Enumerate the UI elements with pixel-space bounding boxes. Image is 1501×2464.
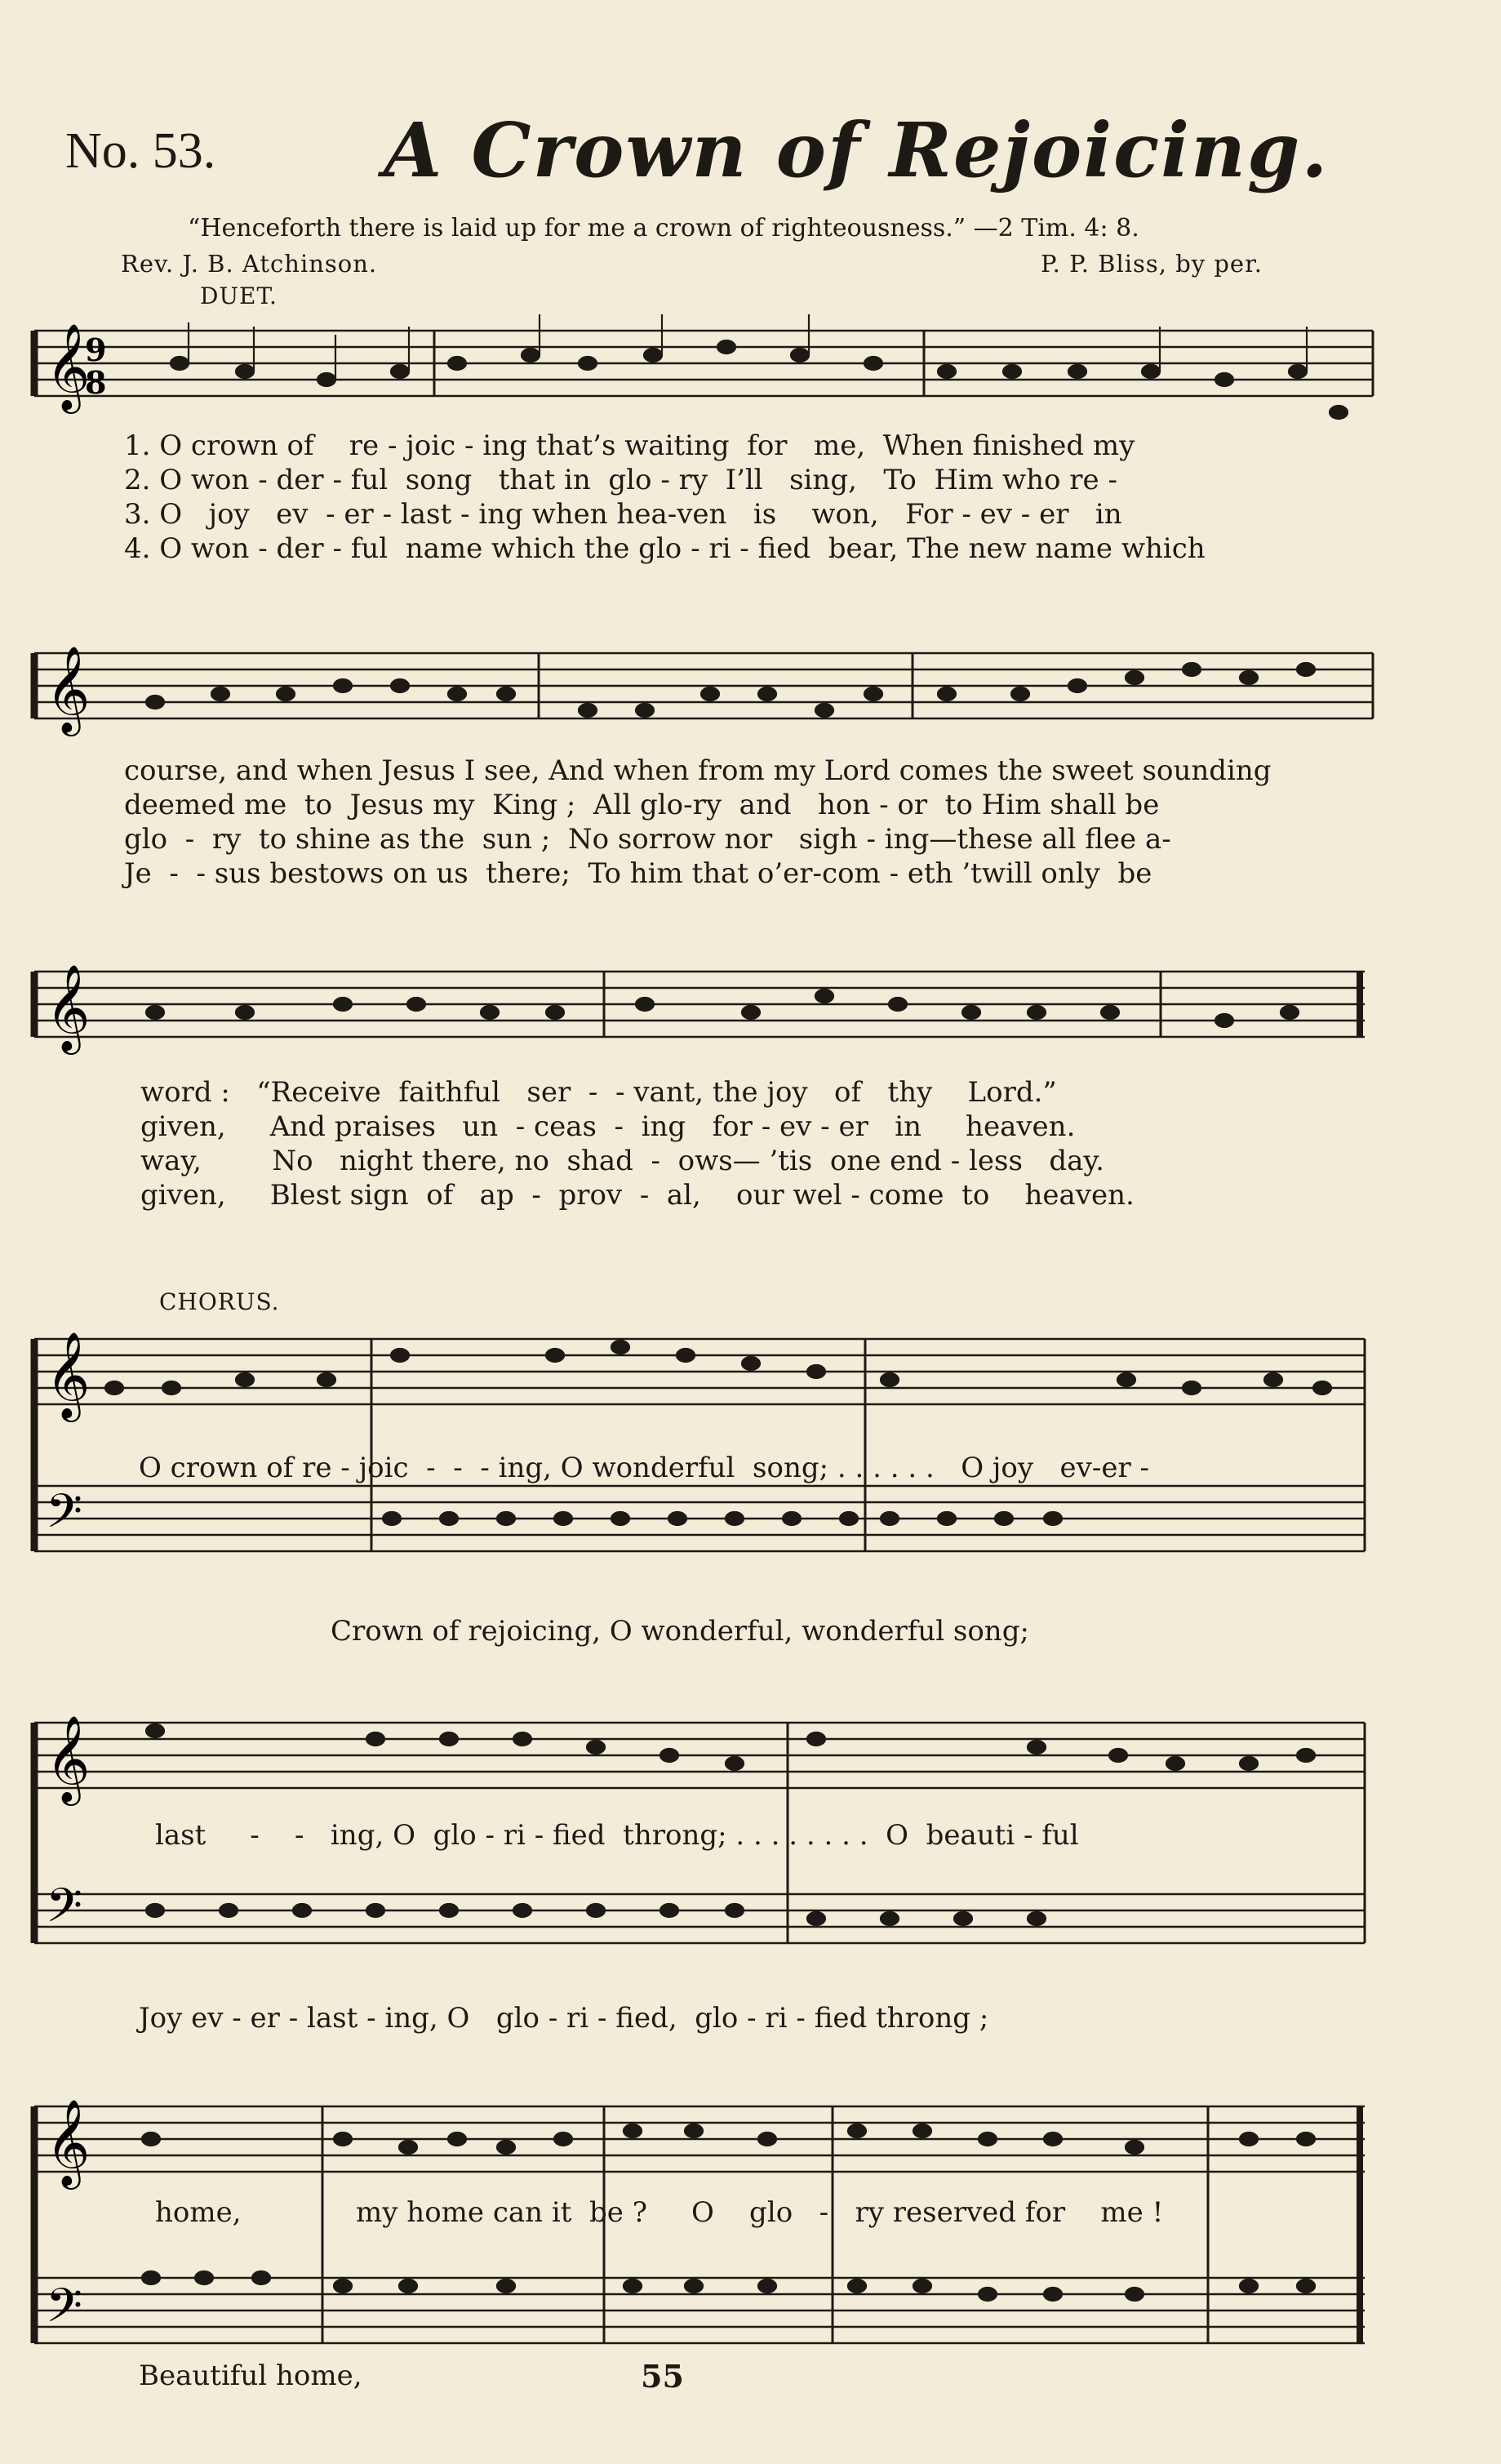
verse-3-line: 3. O joy ev - er - last - ing when hea-ven is won, For - ev - er in xyxy=(124,498,1122,531)
treble-clef-icon: 𝄞 xyxy=(46,322,91,410)
bass-clef-icon: 𝄢 xyxy=(46,1483,83,1550)
hymn-number: No. 53. xyxy=(65,123,216,179)
treble-clef-icon: 𝄞 xyxy=(46,963,91,1051)
chorus-system-2 xyxy=(0,1682,1501,1951)
staff-system-1 xyxy=(0,314,1501,429)
page-number: 55 xyxy=(641,2358,684,2395)
verse-3-line: glo - ry to shine as the sun ; No sorrow nor sigh - ing—these all flee a- xyxy=(124,823,1171,856)
chorus-bass-lyrics-1: Crown of rejoicing, O wonderful, wonderful song; xyxy=(331,1615,1029,1648)
verse-4-line: Je - - sus bestows on us there; To him that o’er-com - eth ’twill only be xyxy=(124,857,1152,890)
verse-1-line: course, and when Jesus I see, And when from my Lord comes the sweet sounding xyxy=(124,754,1272,787)
treble-clef-icon: 𝄞 xyxy=(46,1331,91,1418)
treble-clef-icon: 𝄞 xyxy=(46,645,91,732)
chorus-treble-lyrics-3: home, my home can it be ? O glo - ry reserved for me ! xyxy=(155,2196,1164,2229)
verse-2-line: given, And praises un - ceas - ing for - ev - er in heaven. xyxy=(140,1110,1076,1143)
chorus-label: CHORUS. xyxy=(159,1288,280,1315)
verse-2-line: deemed me to Jesus my King ; All glo-ry and hon - or to Him shall be xyxy=(124,789,1160,821)
chorus-bass-lyrics-2: Joy ev - er - last - ing, O glo - ri - fied, glo - ri - fied throng ; xyxy=(139,2002,989,2035)
hymn-title: A Crown of Rejoicing. xyxy=(384,106,1330,194)
composer-credit: P. P. Bliss, by per. xyxy=(1041,250,1263,278)
time-signature: 9 xyxy=(85,331,107,368)
staff-lines xyxy=(34,331,1373,396)
bass-clef-icon: 𝄢 xyxy=(46,1878,83,1945)
svg-text:8: 8 xyxy=(85,364,107,401)
verse-1-line: word : “Receive faithful ser - - vant, the joy of thy Lord.” xyxy=(140,1076,1057,1109)
treble-clef-icon: 𝄞 xyxy=(46,2098,91,2186)
treble-clef-icon: 𝄞 xyxy=(46,1715,91,1802)
chorus-bass-lyrics-3: Beautiful home, xyxy=(139,2359,362,2392)
chorus-treble-lyrics-1: O crown of re - joic - - - ing, O wonderful song; . . . . . . O joy ev-er - xyxy=(139,1452,1150,1484)
verse-2-line: 2. O won - der - ful song that in glo - ry I’ll sing, To Him who re - xyxy=(124,464,1117,496)
verse-1-line: 1. O crown of re - joic - ing that’s waiting for me, When finished my xyxy=(124,429,1135,462)
scripture-epigraph: “Henceforth there is laid up for me a crown of righteousness.” —2 Tim. 4: 8. xyxy=(188,214,1139,242)
chorus-treble-lyrics-2: last - - ing, O glo - ri - fied throng; . . . . . . . . O beauti - ful xyxy=(155,1819,1079,1852)
staff-system-3 xyxy=(0,955,1501,1070)
bass-clef-icon: 𝄢 xyxy=(46,2278,83,2345)
duet-label: DUET. xyxy=(200,282,278,309)
verse-3-line: way, No night there, no shad - ows— ’tis one end - less day. xyxy=(140,1145,1104,1177)
staff-system-2 xyxy=(0,637,1501,751)
verse-4-line: 4. O won - der - ful name which the glo - ri - fied bear, The new name which xyxy=(124,532,1206,565)
lyricist-credit: Rev. J. B. Atchinson. xyxy=(121,250,378,278)
verse-4-line: given, Blest sign of ap - prov - al, our wel - come to heaven. xyxy=(140,1179,1135,1212)
